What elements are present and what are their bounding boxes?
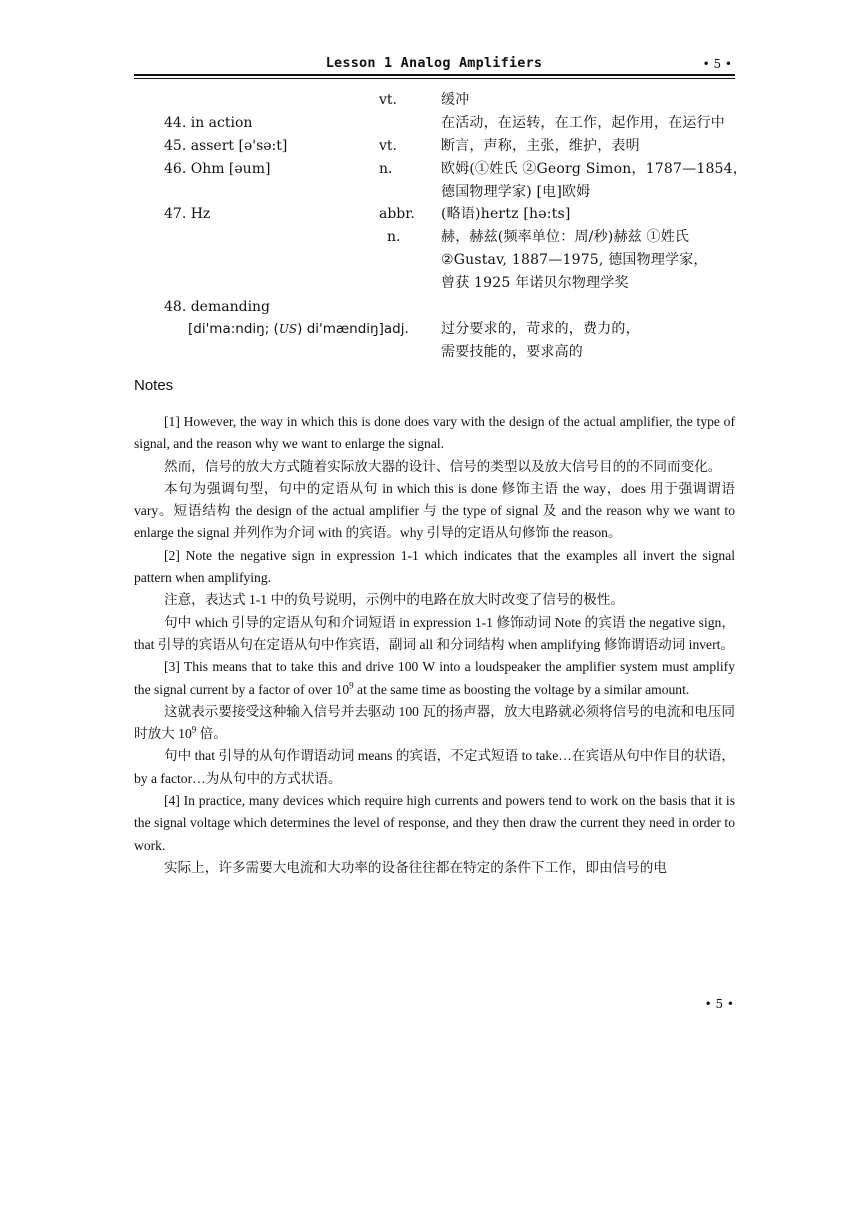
text-run: 倍。 <box>196 726 227 742</box>
vocab-row <box>0 89 868 112</box>
ipa-us: ) di'mændiŋ]adj. <box>297 321 409 337</box>
notes-heading: Notes <box>134 377 174 394</box>
vocab-term: 46. Ohm [əum] <box>164 161 271 177</box>
vocab-pronunciation <box>188 318 409 341</box>
vocab-term: 45. assert [ə'sə:t] <box>164 138 288 154</box>
vocab-row <box>0 341 868 364</box>
vocab-row <box>0 135 868 158</box>
superscript: 9 <box>349 680 354 691</box>
vocab-pos: n. <box>379 161 393 177</box>
vocab-pos: vt. <box>379 138 397 154</box>
vocab-definition: 过分要求的，苛求的，费力的， <box>441 321 640 337</box>
note-paragraph: 实际上，许多需要大电流和大功率的设备往往都在特定的条件下工作，即由信号的电 <box>164 859 667 875</box>
vocab-pos: abbr. <box>379 206 415 222</box>
text-run: [3] This means that to take this and drive 100 W into a loudspeaker the amplifier system must amplify the signal current by a factor of over 10 <box>134 659 735 697</box>
vocab-row <box>0 249 868 272</box>
header-rule-thin <box>134 78 735 79</box>
header-page-number: • 5 • <box>702 57 732 71</box>
note-paragraph: 本句为强调句型，句中的定语从句 in which this is done 修饰主语 the way，does 用于强调谓语 vary。短语结构 the design of the actual amplifier 与 the type of signal 及 and the reason why we want to enlarge the signal 并列作为介词 with 的宾语。why 引导的定语从句修饰 the reason。 <box>134 480 735 541</box>
superscript: 9 <box>191 724 197 735</box>
vocab-row <box>0 158 868 181</box>
running-header <box>134 54 734 72</box>
note-paragraph: [2] Note the negative sign in expression 1-1 which indicates that the examples all invert the signal pattern when amplifying. <box>134 547 735 586</box>
header-rule-thick <box>134 74 735 76</box>
note-paragraph: 句中 that 引导的从句作谓语动词 means 的宾语，不定式短语 to take…在宾语从句中作目的状语，by a factor…为从句中的方式状语。 <box>134 748 735 786</box>
vocab-definition: 缓冲 <box>441 92 470 108</box>
note-paragraph <box>134 656 735 701</box>
text-run: at the same time as boosting the voltage by a similar amount. <box>353 681 690 697</box>
vocab-term: 44. in action <box>164 115 253 131</box>
vocab-pos: n. <box>387 229 401 245</box>
vocab-row <box>0 181 868 204</box>
vocab-row <box>0 112 868 135</box>
vocab-definition: 欧姆(①姓氏 ②Georg Simon，1787—1854， <box>441 161 747 177</box>
vocab-definition: ②Gustav, 1887—1975, 德国物理学家， <box>441 252 708 268</box>
vocab-definition: 需要技能的，要求高的 <box>441 344 583 360</box>
us-label: US <box>278 322 298 336</box>
footer-page-number: • 5 • <box>704 997 734 1011</box>
vocab-row <box>0 203 868 226</box>
text-run: 这就表示要接受这种输入信号并去驱动 100 瓦的扬声器，放大电路就必须将信号的电流和电压同时放大 10 <box>134 703 735 742</box>
notes-body <box>134 411 735 879</box>
note-paragraph: [1] However, the way in which this is done does vary with the design of the actual amplifier, the type of signal, and the reason why we want to enlarge the signal. <box>134 414 735 452</box>
vocab-row <box>0 318 868 341</box>
vocab-pos: vt. <box>379 92 397 108</box>
ipa-uk: [di'ma:ndiŋ; ( <box>188 321 279 337</box>
vocab-definition: 德国物理学家) [电]欧姆 <box>441 184 591 200</box>
vocab-term: 47. Hz <box>164 206 211 222</box>
note-paragraph: [4] In practice, many devices which require high currents and powers tend to work on the basis that it is the signal voltage which determines the level of response, and they then draw the current they need in order to work. <box>134 793 735 853</box>
vocab-definition: 赫，赫兹(频率单位：周/秒)赫兹 ①姓氏 <box>441 229 690 245</box>
vocab-definition: 断言，声称，主张，维护，表明 <box>441 138 640 154</box>
note-paragraph: 然而，信号的放大方式随着实际放大器的设计、信号的类型以及放大信号目的的不同而变化。 <box>164 458 722 474</box>
header-title: Lesson 1 Analog Amplifiers <box>325 55 543 71</box>
note-paragraph: 注意，表达式 1-1 中的负号说明，示例中的电路在放大时改变了信号的极性。 <box>164 592 624 608</box>
vocab-row <box>0 226 868 249</box>
note-paragraph <box>134 701 735 746</box>
vocab-definition: 在活动，在运转，在工作，起作用，在运行中 <box>441 115 725 131</box>
vocab-definition: (略语)hertz [hə:ts] <box>441 206 571 222</box>
vocab-definition: 曾获 1925 年诺贝尔物理学奖 <box>441 275 629 291</box>
vocab-term: 48. demanding <box>164 299 271 315</box>
vocab-row <box>0 272 868 295</box>
vocab-row <box>0 296 868 319</box>
note-paragraph: 句中 which 引导的定语从句和介词短语 in expression 1-1 修饰动词 Note 的宾语 the negative sign，that 引导的宾语从句在定语从句中作宾语，副词 all 和分词结构 when amplifying 修饰谓语动词 invert。 <box>134 614 735 652</box>
